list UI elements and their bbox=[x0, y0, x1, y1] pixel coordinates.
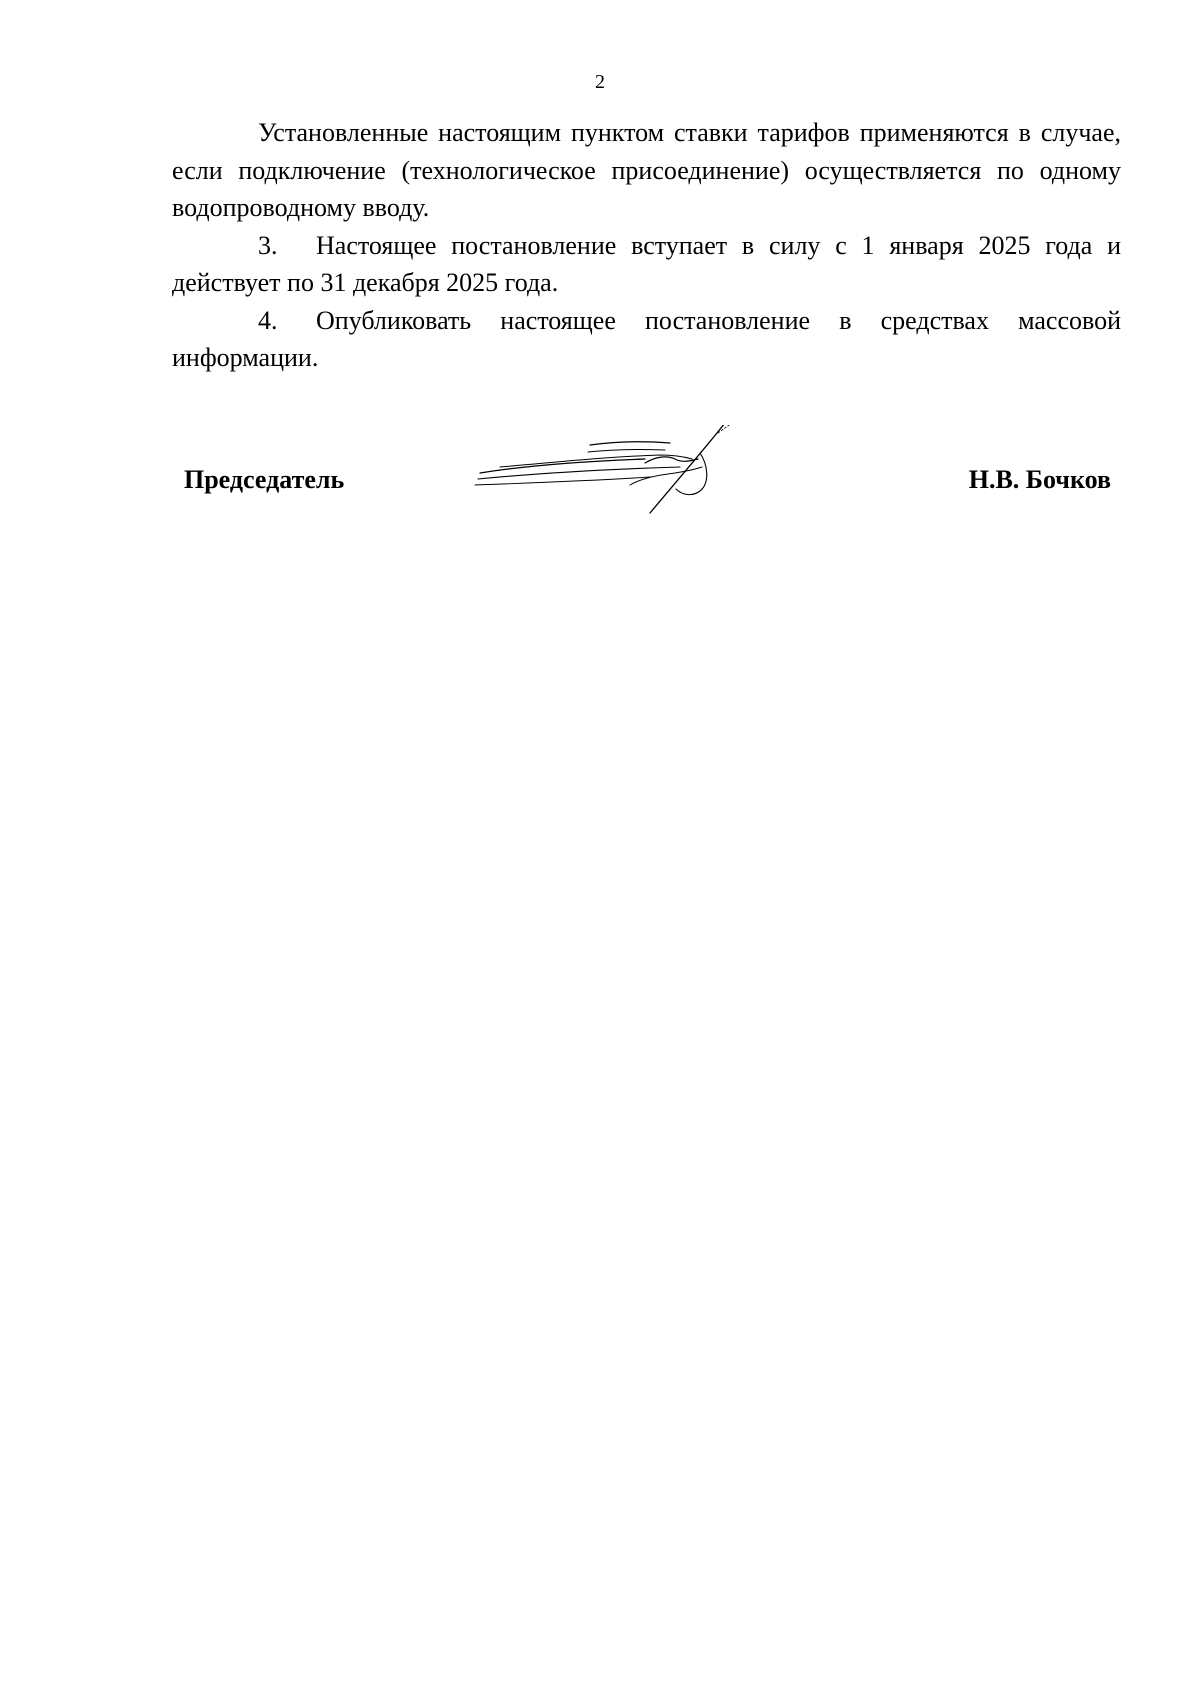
paragraph-tariff-rates bbox=[172, 114, 1121, 227]
document-body bbox=[172, 114, 1121, 377]
signature-block bbox=[0, 425, 1200, 525]
paragraph-effective-date bbox=[172, 227, 1121, 302]
handwritten-signature bbox=[470, 425, 790, 520]
paragraph-publication bbox=[172, 302, 1121, 377]
paragraph-text: Настоящее постановление вступает в силу с 1 января 2025 года и действует по 31 декабря 2025 года. bbox=[172, 230, 1121, 297]
paragraph-number: 4. bbox=[258, 305, 278, 335]
signatory-name: Н.В. Бочков bbox=[968, 465, 1111, 494]
page-number: 2 bbox=[595, 71, 605, 93]
paragraph-text: Опубликовать настоящее постановление в средствах массовой информации. bbox=[172, 305, 1121, 372]
paragraph-number: 3. bbox=[258, 230, 278, 260]
signatory-title: Председатель bbox=[184, 465, 345, 494]
paragraph-text: Установленные настоящим пунктом ставки тарифов применяются в случае, если подключение (технологическое присоединение) осуществляется по одному водопроводному вводу. bbox=[172, 118, 1121, 222]
